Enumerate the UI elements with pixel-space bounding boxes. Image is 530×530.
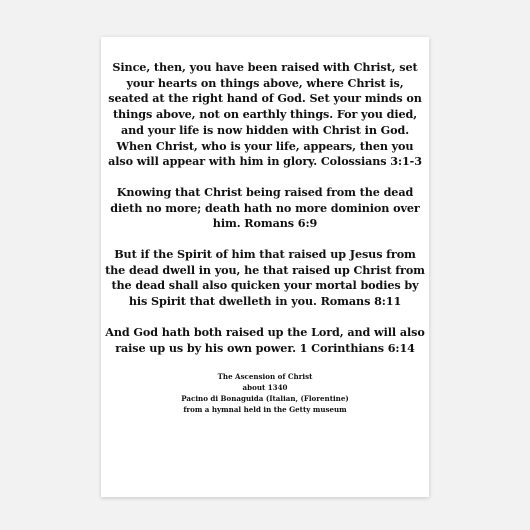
caption-date: about 1340 — [242, 383, 288, 393]
caption-title: The Ascension of Christ — [217, 372, 313, 382]
artwork-caption — [105, 371, 425, 415]
verse-colossians: Since, then, you have been raised with Christ, set your hearts on things above, where Christ is, seated at the right hand of God. Set your minds on things above, not on earthly things. For you died, and your life is now hidden with Christ in God. When Christ, who is your life, appears, then you also will appear with him in glory. Colossians 3:1-3 — [108, 60, 422, 169]
invitation-card — [101, 37, 429, 497]
caption-source: from a hymnal held in the Getty museum — [183, 405, 347, 415]
caption-artist: Pacino di Bonaguida (Italian, (Florentine) — [181, 394, 349, 404]
verse-romans-6-9: Knowing that Christ being raised from the dead dieth no more; death hath no more dominion over him. Romans 6:9 — [110, 184, 420, 231]
verse-1-corinthians: And God hath both raised up the Lord, and will also raise up us by his own power. 1 Corinthians 6:14 — [105, 324, 425, 355]
verse-romans-8-11: But if the Spirit of him that raised up Jesus from the dead dwell in you, he that raised up Christ from the dead shall also quicken your mortal bodies by his Spirit that dwelleth in you. Romans 8:11 — [105, 247, 425, 309]
